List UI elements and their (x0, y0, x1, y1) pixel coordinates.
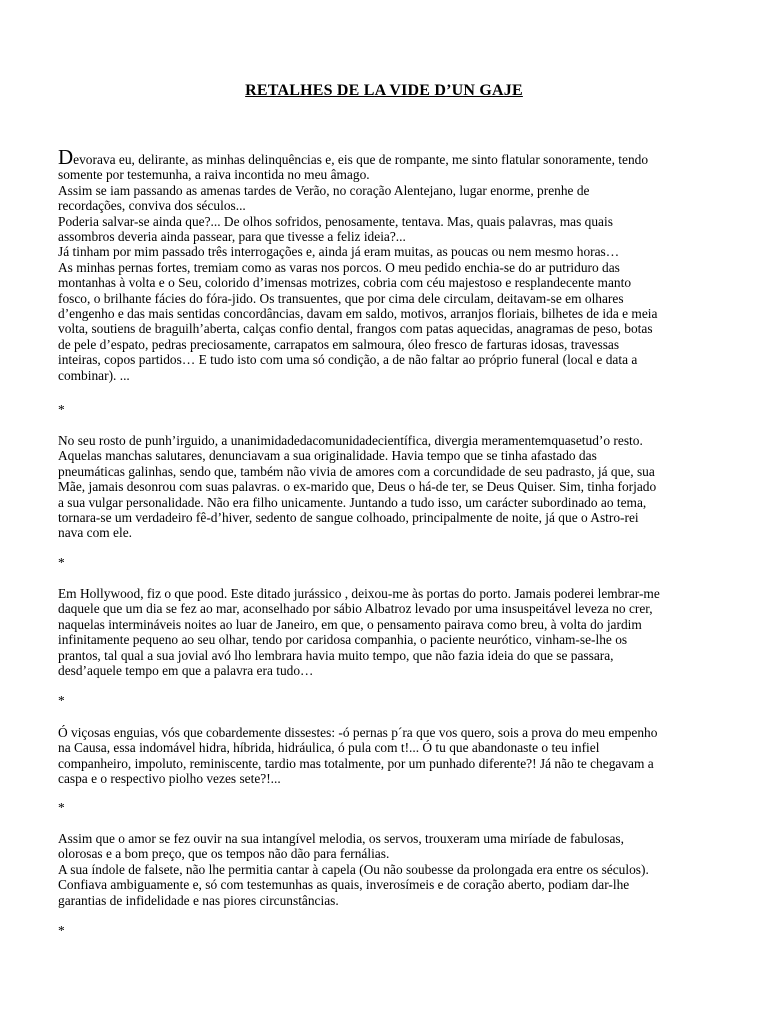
paragraph-line: As minhas pernas fortes, tremiam como as varas nos porcos. O meu pedido enchia-se do ar putriduro das (58, 259, 620, 275)
paragraph-line: fosco, o brilhante fácies do fóra-jido. Os transuentes, que por cima dele circulam, deitavam-se em olhares (58, 290, 624, 306)
drop-cap: D (58, 145, 74, 169)
paragraph-line: Confiava ambiguamente e, só com testemunhas as quais, inverosímeis e de coração aberto, podiam dar-lhe (58, 877, 630, 893)
section-5 (58, 831, 718, 908)
section-4 (58, 725, 718, 787)
paragraph-line: na Causa, essa indomável hidra, híbrida, hidráulica, ó pula com t!... Ó tu que abandonaste o teu infiel (58, 740, 600, 756)
paragraph-line: volta, soutiens de braguilh’aberta, calças confio dental, frangos com patas aquecidas, anagramas de peso, botas (58, 321, 653, 337)
paragraph-line: d’engenho e das mais sentidas concordâncias, davam em saldo, motivos, arranjos floriais, bilhetes de ida e meia (58, 306, 658, 322)
paragraph-line: Aquelas manchas salutares, denunciavam a sua originalidade. Havia tempo que se tinha afastado das (58, 448, 597, 464)
paragraph-line: Assim se iam passando as amenas tardes de Verão, no coração Alentejano, lugar enorme, prenhe de (58, 182, 590, 198)
paragraph-line: somente por testemunha, a raiva incontida no meu âmago. (58, 167, 370, 183)
paragraph-line: A sua índole de falsete, não lhe permitia cantar à capela (Ou não soubesse da prolongada era entre os séculos). (58, 861, 649, 877)
paragraph-line: pneumáticas galinhas, sendo que, também não vivia de amores com a corcundidade de seu padrasto, já que, sua (58, 463, 655, 479)
paragraph-line: Assim que o amor se fez ouvir na sua intangível melodia, os servos, trouxeram uma miríade de fabulosas, (58, 831, 624, 846)
paragraph-line: de pele d’espato, pedras preciosamente, carrapatos em salmoura, óleo fresco de farturas idosas, travessas (58, 336, 620, 352)
paragraph-line: garantias de infidelidade e nas piores circunstâncias. (58, 892, 339, 908)
paragraph-line: companheiro, impoluto, reminiscente, tardio mas totalmente, por um punhado diferente?! Já não te chegavam a (58, 755, 654, 771)
paragraph-line: a sua vulgar personalidade. Não era filho unicamente. Juntando a tudo isso, um carácter subordinado ao tema, (58, 494, 647, 510)
paragraph-line: prantos, tal qual a sua jovial avó lho lembrara havia muito tempo, que não fazia ideia do que se passara, (58, 647, 614, 663)
paragraph-line: daquele que um dia se fez ao mar, aconselhado por sábio Albatroz levado por uma insuspeitável leveza no crer, (58, 601, 653, 617)
paragraph-line: Em Hollywood, fiz o que pood. Este ditado jurássico , deixou-me às portas do porto. Jamais poderei lembrar-me (58, 586, 660, 601)
paragraph-line: tornara-se um verdadeiro fê-d’hiver, sedento de sangue colhoado, principalmente de noite, já que o Astro-rei (58, 510, 639, 526)
paragraph-line: Ó viçosas enguias, vós que cobardemente dissestes: -ó pernas p´ra que vos quero, sois a prova do meu empenho (58, 725, 658, 740)
paragraph-line (58, 145, 718, 169)
paragraph-line: Já tinham por mim passado três interrogações e, ainda já eram muitas, as poucas ou nem mesmo horas… (58, 244, 620, 260)
paragraph-line: caspa e o respectivo piolho vezes sete?!... (58, 771, 281, 787)
paragraph-line: nava com ele. (58, 525, 132, 541)
paragraph-line: inteiras, copos partidos… E tudo isto com uma só condição, a de não faltar ao próprio funeral (local e data a (58, 352, 638, 368)
paragraph-line: olorosas e a bom preço, que os tempos não dão para fernálias. (58, 846, 390, 862)
section-1 (58, 145, 718, 383)
paragraph-line: Poderia salvar-se ainda que?... De olhos sofridos, penosamente, tentava. Mas, quais palavras, mas quais (58, 213, 613, 229)
section-separator: * (58, 555, 65, 570)
paragraph-line: naquelas intermináveis noites ao luar de Janeiro, em que, o pensamento pairava como breu, à volta do jardim (58, 616, 642, 632)
section-separator: * (58, 402, 65, 417)
section-separator: * (58, 800, 65, 815)
document-title: RETALHES DE LA VIDE D’UN GAJE (245, 82, 523, 99)
section-3 (58, 586, 718, 678)
section-separator: * (58, 923, 65, 938)
section-2 (58, 433, 718, 541)
paragraph-line: recordações, conviva dos séculos... (58, 198, 246, 214)
paragraph-line: desd’aquele tempo em que a palavra era tudo… (58, 663, 314, 679)
paragraph-line: combinar). ... (58, 367, 130, 383)
paragraph-line: Mãe, jamais desonrou com suas palavras. o ex-marido que, Deus o há-de ter, se Deus Quiser. Sim, tinha forjado (58, 479, 657, 495)
paragraph-line: assombros deveria ainda passear, para que tivesse a feliz ideia?... (58, 229, 406, 245)
paragraph-line: montanhas à volta e o Seu, colorido d’imensas motrizes, cobria com céu majestoso e resplandecente manto (58, 275, 632, 291)
line-text: evorava eu, delirante, as minhas delinquências e, eis que de rompante, me sinto flatular sonoramente, tendo (73, 152, 649, 167)
paragraph-line: No seu rosto de punh’irguido, a unanimidadedacomunidadecientífica, divergia meramentemquasetud’o resto. (58, 433, 643, 448)
paragraph-line: infinitamente pequeno ao seu olhar, tendo por caridosa companhia, o paciente neurótico, vinham-se-lhe os (58, 632, 628, 648)
section-separator: * (58, 693, 65, 708)
